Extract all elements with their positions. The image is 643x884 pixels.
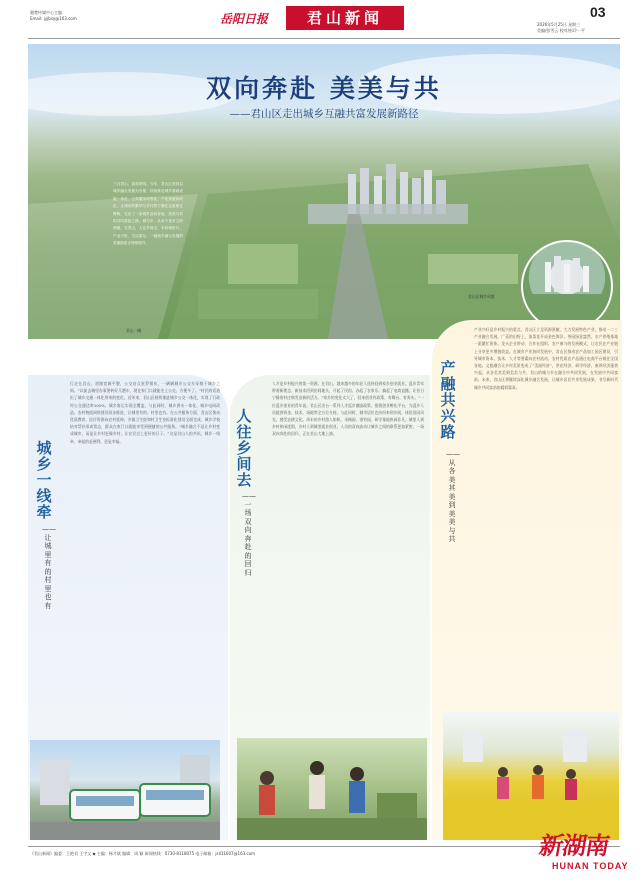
section-2-title: 人往乡间去 xyxy=(236,407,252,489)
header-email: Email: jyjbsy@163.com xyxy=(30,16,77,21)
section-3-subtitle: ——从各美其美到美美与共 xyxy=(446,450,460,543)
brand-english: HUNAN TODAY xyxy=(552,861,629,871)
section-3-title: 产融共兴路 xyxy=(440,359,456,441)
farmers-illustration xyxy=(237,738,427,840)
header-divider xyxy=(28,38,620,39)
section-1-title: 城乡一线牵 xyxy=(36,439,52,521)
section-1-body: 行走在君山，道路宽阔平整，公交站点星罗棋布，一辆辆城乡公交车穿梭于城乡之间。“以前去城里办事要转好几趟车，现在家门口就能坐上公交，方便多了。”村民的话道出了城乡交通一体化带来的变化。近年来，君山区持续推进城乡公交一体化，实现了行政村公交通达率100%，城乡客运实现全覆盖。与此同时，城乡供水一体化、城乡电网改造、农村物流网络建设同步推进，让城里有的，村里也有。在公共服务方面，君山区推动优质教育、医疗资源向农村延伸，乡镇卫生院和村卫生室标准化建设全面完成，城乡学校结对帮扶形成常态，群众在家门口就能享受到便捷的公共服务。“城乡融合不是让乡村变成城市，而是让乡村更像乡村，让农民过上更好的日子。”这是君山人的共识。城乡一线牵，牵起的是便利，更是幸福。 xyxy=(70,381,220,444)
rapeseed-field-photo xyxy=(443,712,619,840)
feature-subtitle: ——君山区走出城乡互融共富发展新路径 xyxy=(229,108,419,120)
photo-caption: 君山一隅 xyxy=(126,328,142,333)
paper-name-logo: 岳阳日报 xyxy=(220,12,269,26)
header-left-info xyxy=(30,10,77,22)
aerial-photo xyxy=(28,44,620,339)
section-banner: 君山新闻 xyxy=(286,6,404,30)
footer-divider xyxy=(28,846,620,847)
brand-logo: 新湖南 xyxy=(537,831,612,860)
rapeseed-illustration xyxy=(443,712,619,840)
farmers-photo xyxy=(237,738,427,840)
section-2-body: 人才是乡村振兴的第一资源。在君山，越来越多的年轻人选择回到家乡创业就业。返乡青年带着新理念、新技术回到田间地头，开起了民宿、办起了农家乐、搞起了电商直播，让昔日宁静的村庄焕发出新的活力。“家乡的变化太大了，回来创业有政策、有舞台、有奔头。”一位返乡创业的青年说。君山区出台一系列人才返乡激励政策，搭建创业孵化平台，为返乡人员提供资金、技术、场地等全方位支持。与此同时，城市居民也纷纷来到乡间，体验田园风光，感受农耕文化。周末的乡村游人如织，采摘园、垂钓园、研学基地热闹非凡。城里人到乡村休闲度假，乡村人到城里就业创业，人员的双向流动让城乡之间的联系更加紧密。一场双向奔赴的回归，正在君山大地上演。 xyxy=(272,381,424,437)
date-line: 2026年5月25日 星期三 xyxy=(537,22,581,27)
header-left-line1: 湘楚传媒中心主编 xyxy=(30,10,62,15)
section-3-body: 产业兴旺是乡村振兴的重点。君山区立足资源禀赋，大力发展特色产业，推动一二三产业融合发展。广袤的田野上，油菜花开成金色海洋，茶园绿意盎然，水产养殖基地一派繁忙景象。龙头企业带动、合作社组织、农户参与的发展模式，让农民在产业链上分享更多增值收益。在城乡产业协同发展中，君山区推动农产品加工园区建设，引导城市资本、技术、人才等要素向农村流动，农村优质农产品通过电商平台销往全国各地。文旅融合让乡村美景变成了“美丽经济”，赏花经济、研学经济、康养经济蓬勃兴起。从各美其美到美美与共，君山的城与乡在融合中共同发展，在发展中共同富裕。未来，君山区将继续深化城乡融合发展，让城乡居民共享发展成果，书写新时代城乡共同富裕的精彩篇章。 xyxy=(474,327,618,390)
bus-illustration xyxy=(30,740,220,840)
inset-caption: 君山区城乡风貌 xyxy=(468,294,495,299)
section-1-subtitle: ——让城里有的村里也有 xyxy=(42,525,56,610)
section-2-subtitle: ——一场双向奔赴的回归 xyxy=(242,492,256,577)
bus-photo xyxy=(30,740,220,840)
feature-intro: 三月君山，春和景明。今年，君山区坚持以城乡融合发展为引领，持续推进城乡基础设施一体化、公共服务均等化、产业发展协同化，让城市的繁华与乡村的宁静在这里相互辉映，走出了一条城乡双向奔赴、美美与共的共同富裕之路。城与乡，从来不是对立的两端。在君山，人往乡间去，车向城里行，产业兴旺，生活富足，一幅城乡融合发展的美丽画卷正徐徐展开。 xyxy=(113,182,183,246)
page-number: 03 xyxy=(590,4,606,20)
editor-line: 美编/彭雪云 校对/彭玲一平 xyxy=(537,28,585,33)
inset-photo xyxy=(521,240,613,332)
feature-title: 双向奔赴 美美与共 xyxy=(206,74,442,103)
footer-info: 《君山新闻》编委：王艳君 王宇文 ◆ 主编：杨才斌 编辑：周 颖 新闻热线：0730-8118075 电子邮箱：jsll11607@163.com xyxy=(30,851,256,856)
inset-city-illustration xyxy=(523,242,611,330)
